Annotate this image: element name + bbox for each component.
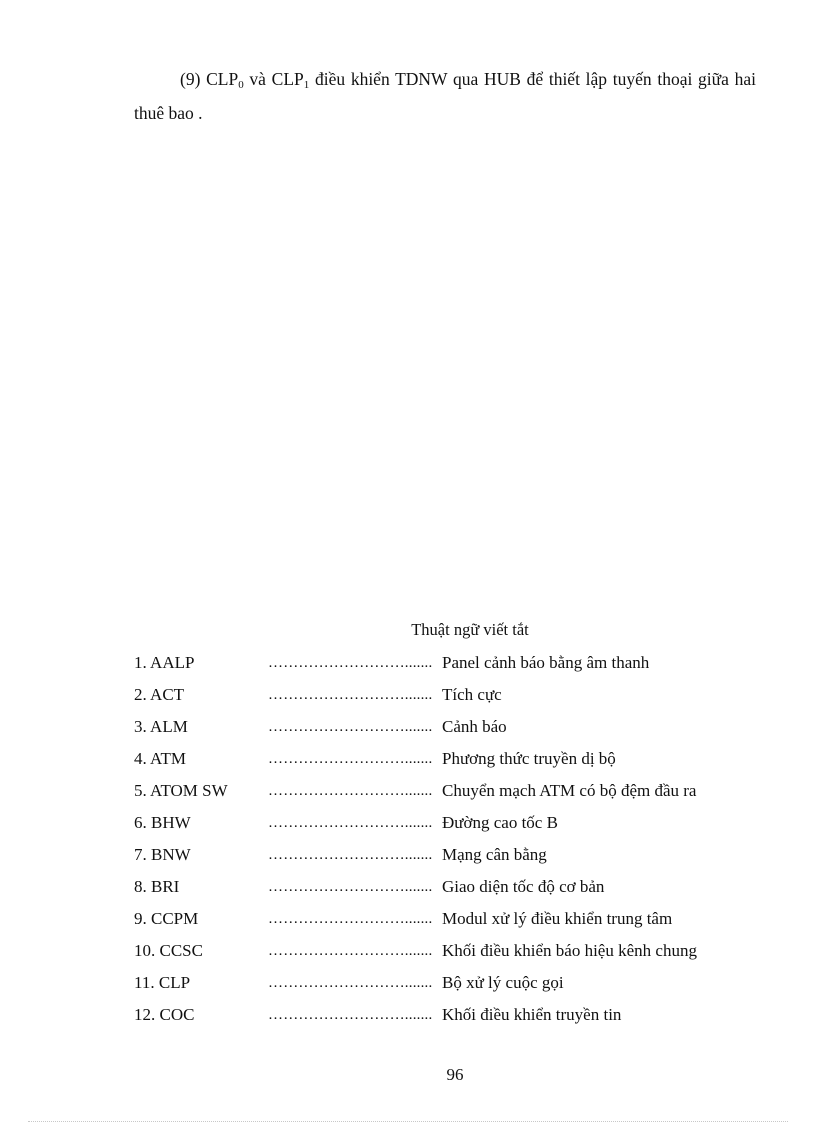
dot-leader: ………………………....... <box>268 815 433 831</box>
abbreviation-meaning: Phương thức truyền dị bộ <box>442 749 616 768</box>
dot-leader: ………………………....... <box>268 1007 433 1023</box>
list-item <box>134 939 774 971</box>
abbreviation-term: 7. BNW <box>134 845 191 864</box>
abbreviation-meaning: Cảnh báo <box>442 717 507 736</box>
dot-leader: ………………………....... <box>268 719 433 735</box>
list-item <box>134 651 774 683</box>
page-number: 96 <box>446 1065 464 1084</box>
paragraph-rest: điều khiển TDNW qua HUB để thiết lập tuyến thoại giữa hai thuê bao . <box>134 69 756 123</box>
paragraph-intro: (9) CLP <box>180 69 239 89</box>
abbreviation-term: 8. BRI <box>134 877 180 896</box>
abbreviation-meaning: Chuyển mạch ATM có bộ đệm đầu ra <box>442 781 697 800</box>
body-paragraph <box>134 62 756 130</box>
dot-leader: ………………………....... <box>268 783 433 799</box>
dot-leader: ………………………....... <box>268 879 433 895</box>
abbreviation-term: 6. BHW <box>134 813 191 832</box>
subscript-0: 0 <box>238 79 244 91</box>
section-title: Thuật ngữ viết tắt <box>411 620 529 639</box>
abbreviation-list <box>134 651 774 1035</box>
abbreviation-term: 1. AALP <box>134 653 195 672</box>
abbreviation-term: 4. ATM <box>134 749 186 768</box>
abbreviation-term: 12. COC <box>134 1005 195 1024</box>
dot-leader: ………………………....... <box>268 687 433 703</box>
abbreviation-meaning: Bộ xử lý cuộc gọi <box>442 973 564 992</box>
abbreviation-term: 11. CLP <box>134 973 191 992</box>
list-item <box>134 1003 774 1035</box>
paragraph-mid: và CLP <box>243 69 304 89</box>
list-item <box>134 971 774 1003</box>
dot-leader: ………………………....... <box>268 911 433 927</box>
abbreviation-term: 3. ALM <box>134 717 188 736</box>
abbreviation-term: 9. CCPM <box>134 909 199 928</box>
abbreviation-meaning: Giao diện tốc độ cơ bản <box>442 877 605 896</box>
page-bottom-divider <box>28 1121 788 1122</box>
list-item <box>134 875 774 907</box>
abbreviation-meaning: Mạng cân bằng <box>442 845 547 864</box>
abbreviation-meaning: Panel cảnh báo bằng âm thanh <box>442 653 650 672</box>
subscript-1: 1 <box>303 79 310 91</box>
abbreviation-meaning: Tích cực <box>442 685 502 704</box>
abbreviation-meaning: Khối điều khiển báo hiệu kênh chung <box>442 941 697 960</box>
list-item <box>134 811 774 843</box>
abbreviation-meaning: Đường cao tốc B <box>442 813 558 832</box>
dot-leader: ………………………....... <box>268 943 433 959</box>
abbreviation-term: 5. ATOM SW <box>134 781 228 800</box>
abbreviation-meaning: Khối điều khiển truyền tin <box>442 1005 622 1024</box>
list-item <box>134 907 774 939</box>
abbreviation-meaning: Modul xử lý điều khiển trung tâm <box>442 909 673 928</box>
dot-leader: ………………………....... <box>268 655 433 671</box>
abbreviation-term: 10. CCSC <box>134 941 203 960</box>
dot-leader: ………………………....... <box>268 751 433 767</box>
dot-leader: ………………………....... <box>268 975 433 991</box>
abbreviation-term: 2. ACT <box>134 685 185 704</box>
list-item <box>134 779 774 811</box>
dot-leader: ………………………....... <box>268 847 433 863</box>
list-item <box>134 747 774 779</box>
list-item <box>134 843 774 875</box>
list-item <box>134 683 774 715</box>
list-item <box>134 715 774 747</box>
